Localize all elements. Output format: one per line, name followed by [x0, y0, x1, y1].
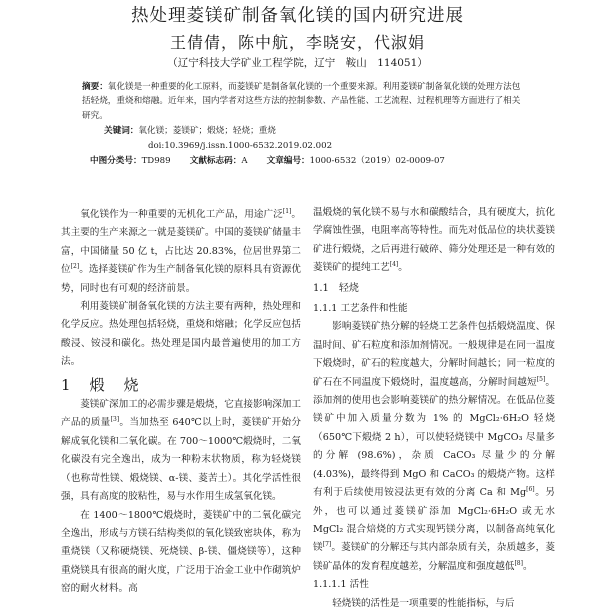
abstract-label: 摘要：	[82, 82, 108, 92]
text: 。	[522, 560, 533, 572]
paragraph	[61, 396, 301, 506]
section-heading: 1 煅 烧	[61, 375, 141, 394]
subsection-heading: 1.1 轻烧	[313, 282, 359, 294]
paragraph: 在 1400～1800℃煅烧时，菱镁矿中的二氧化碳完全逸出，形成与方镁石结构类似的氧化镁致密块体，称为重烧镁（又称硬烧镁、死烧镁、β-镁、僵烧镁等），这种重烧镁具有很高的耐火度，广泛用于冶金工业中作砌筑炉窑的耐火材料。高	[61, 509, 301, 595]
subsubsection-heading: 1.1.1 工艺条件和性能	[313, 303, 408, 315]
citation: [7]	[322, 541, 332, 549]
citation: [1]	[282, 207, 292, 215]
text: 。	[398, 262, 408, 274]
keywords	[104, 124, 276, 138]
citation: [6]	[526, 485, 535, 493]
text: 。添加剂的使用也会影响菱镁矿的热分解情况。在低品位菱镁矿中加入质量分数为 1% 的 MgCl₂·6H₂O 轻烧（650℃下煅烧 2 h），可以使轻烧镁中 MgCO₃ 尽量多的分解 (98.6%)，杂质 CaCO₃ 尽量少的分解 (4.03%)，最终得到 MgO 和 CaCO₃ 的煅烧产物。这样有利于后续使用铵浸法更有效的分离 Ca 和 Mg	[313, 376, 556, 499]
keywords-text: 氧化镁；菱镁矿；煅烧；轻烧；重烧	[138, 126, 276, 136]
text: 。菱镁矿的分解还与其内部杂质有关，杂质越多，菱镁矿晶体的发育程度越差，分解温度和强度越低	[313, 542, 556, 572]
article-value: 1000-6532（2019）02-0009-07	[309, 156, 445, 166]
citation: [3]	[110, 416, 120, 424]
paragraph	[313, 318, 555, 576]
text: 。当加热至 640℃以上时，菱镁矿开始分解成氧化镁和二氧化碳。在 700～1000℃煅烧时，二氧化碳没有完全逸出，成为一种粉末状物质，称为轻烧镁（也称苛性镁、煅烧镁、α-镁、菱苦土）。其化学活性很强，具有高度的胶粘性，易与水作用生成氢氧化镁。	[61, 417, 302, 503]
abstract	[82, 80, 522, 123]
clc-label: 中图分类号：	[90, 156, 142, 166]
citation: [8]	[514, 559, 523, 567]
keywords-label: 关键词：	[104, 126, 139, 136]
text: 。其主要的生产来源之一就是菱镁矿。中国的菱镁矿储量丰富，中国储量 50 亿 t，占比达 20.83%，位居世界第二位	[61, 209, 302, 276]
text: 氧化镁作为一种重要的无机化工产品，用途广泛	[80, 209, 283, 220]
paragraph: 轻烧镁的活性是一项重要的性能指标，与后	[332, 597, 515, 609]
citation: [5]	[536, 375, 546, 383]
text: 。另外，也可以通过菱镁矿添加 MgCl₂·6H₂O 或无水 MgCl₂ 混合焙烧的方式实现钙镁分离，以制备高纯氧化镁	[313, 487, 555, 554]
doc-value: A	[241, 156, 248, 166]
paragraph: 利用菱镁矿制备氧化镁的方法主要有两种，热处理和化学反应。热处理包括轻烧，重烧和熔融；化学反应包括酸浸、铵浸和碳化。热处理是国内最普遍使用的加工方法。	[61, 301, 301, 368]
doc-label: 文献标志码：	[189, 156, 242, 166]
text: 影响菱镁矿热分解的轻烧工艺条件包括煅烧温度、保温时间、矿石粒度和添加剂情况。一般规律是在同一温度下煅烧时，矿石的粒度越大，分解时间越长；同一粒度的矿石在不同温度下煅烧时，温度越高，分解时间越短	[313, 321, 555, 388]
doi: doi:10.3969/j.issn.1000-6532.2019.02.002	[148, 141, 333, 151]
paragraph	[313, 204, 555, 278]
text: 。选择菱镁矿作为生产制备氧化镁的原料具有资源优势，同时也有可观的经济前景。	[61, 264, 302, 294]
clc-value: TD989	[141, 156, 171, 166]
left-column	[61, 206, 301, 599]
right-column	[313, 204, 555, 613]
subsubsubsection-heading: 1.1.1.1 活性	[313, 579, 369, 591]
paragraph	[61, 206, 301, 298]
citation: [4]	[389, 261, 399, 269]
article-label: 文章编号：	[266, 156, 310, 166]
authors: 王倩倩，陈中航，李晓安，代淑娟	[169, 33, 425, 52]
paper-title: 热处理菱镁矿制备氧化镁的国内研究进展	[131, 6, 464, 26]
text: 菱镁矿深加工的必需步骤是煅烧，它直接影响深加工产品的质量	[61, 399, 301, 429]
affiliation: （辽宁科技大学矿业工程学院，辽宁 鞍山 114051）	[167, 57, 428, 69]
abstract-text: 氧化镁是一种重要的化工原料，而菱镁矿是制备氧化镁的一个重要来源。利用菱镁矿制备氧化镁的处理方法包括轻烧，重烧和熔融。近年来，国内学者对这些方法的控制参数、产品性能、工艺流程、过程机理等方面进行了相关研究。	[82, 82, 521, 121]
citation: [2]	[70, 263, 80, 271]
text: 温煅烧的氧化镁不易与水和碳酸结合，具有硬度大，抗化学腐蚀性强，电阻率高等特性。而先对低品位的块状菱镁矿进行煅烧，之后再进行破碎、筛分处理还是一种有效的菱镁矿的提纯工艺	[313, 207, 555, 274]
classification-line	[90, 154, 445, 168]
